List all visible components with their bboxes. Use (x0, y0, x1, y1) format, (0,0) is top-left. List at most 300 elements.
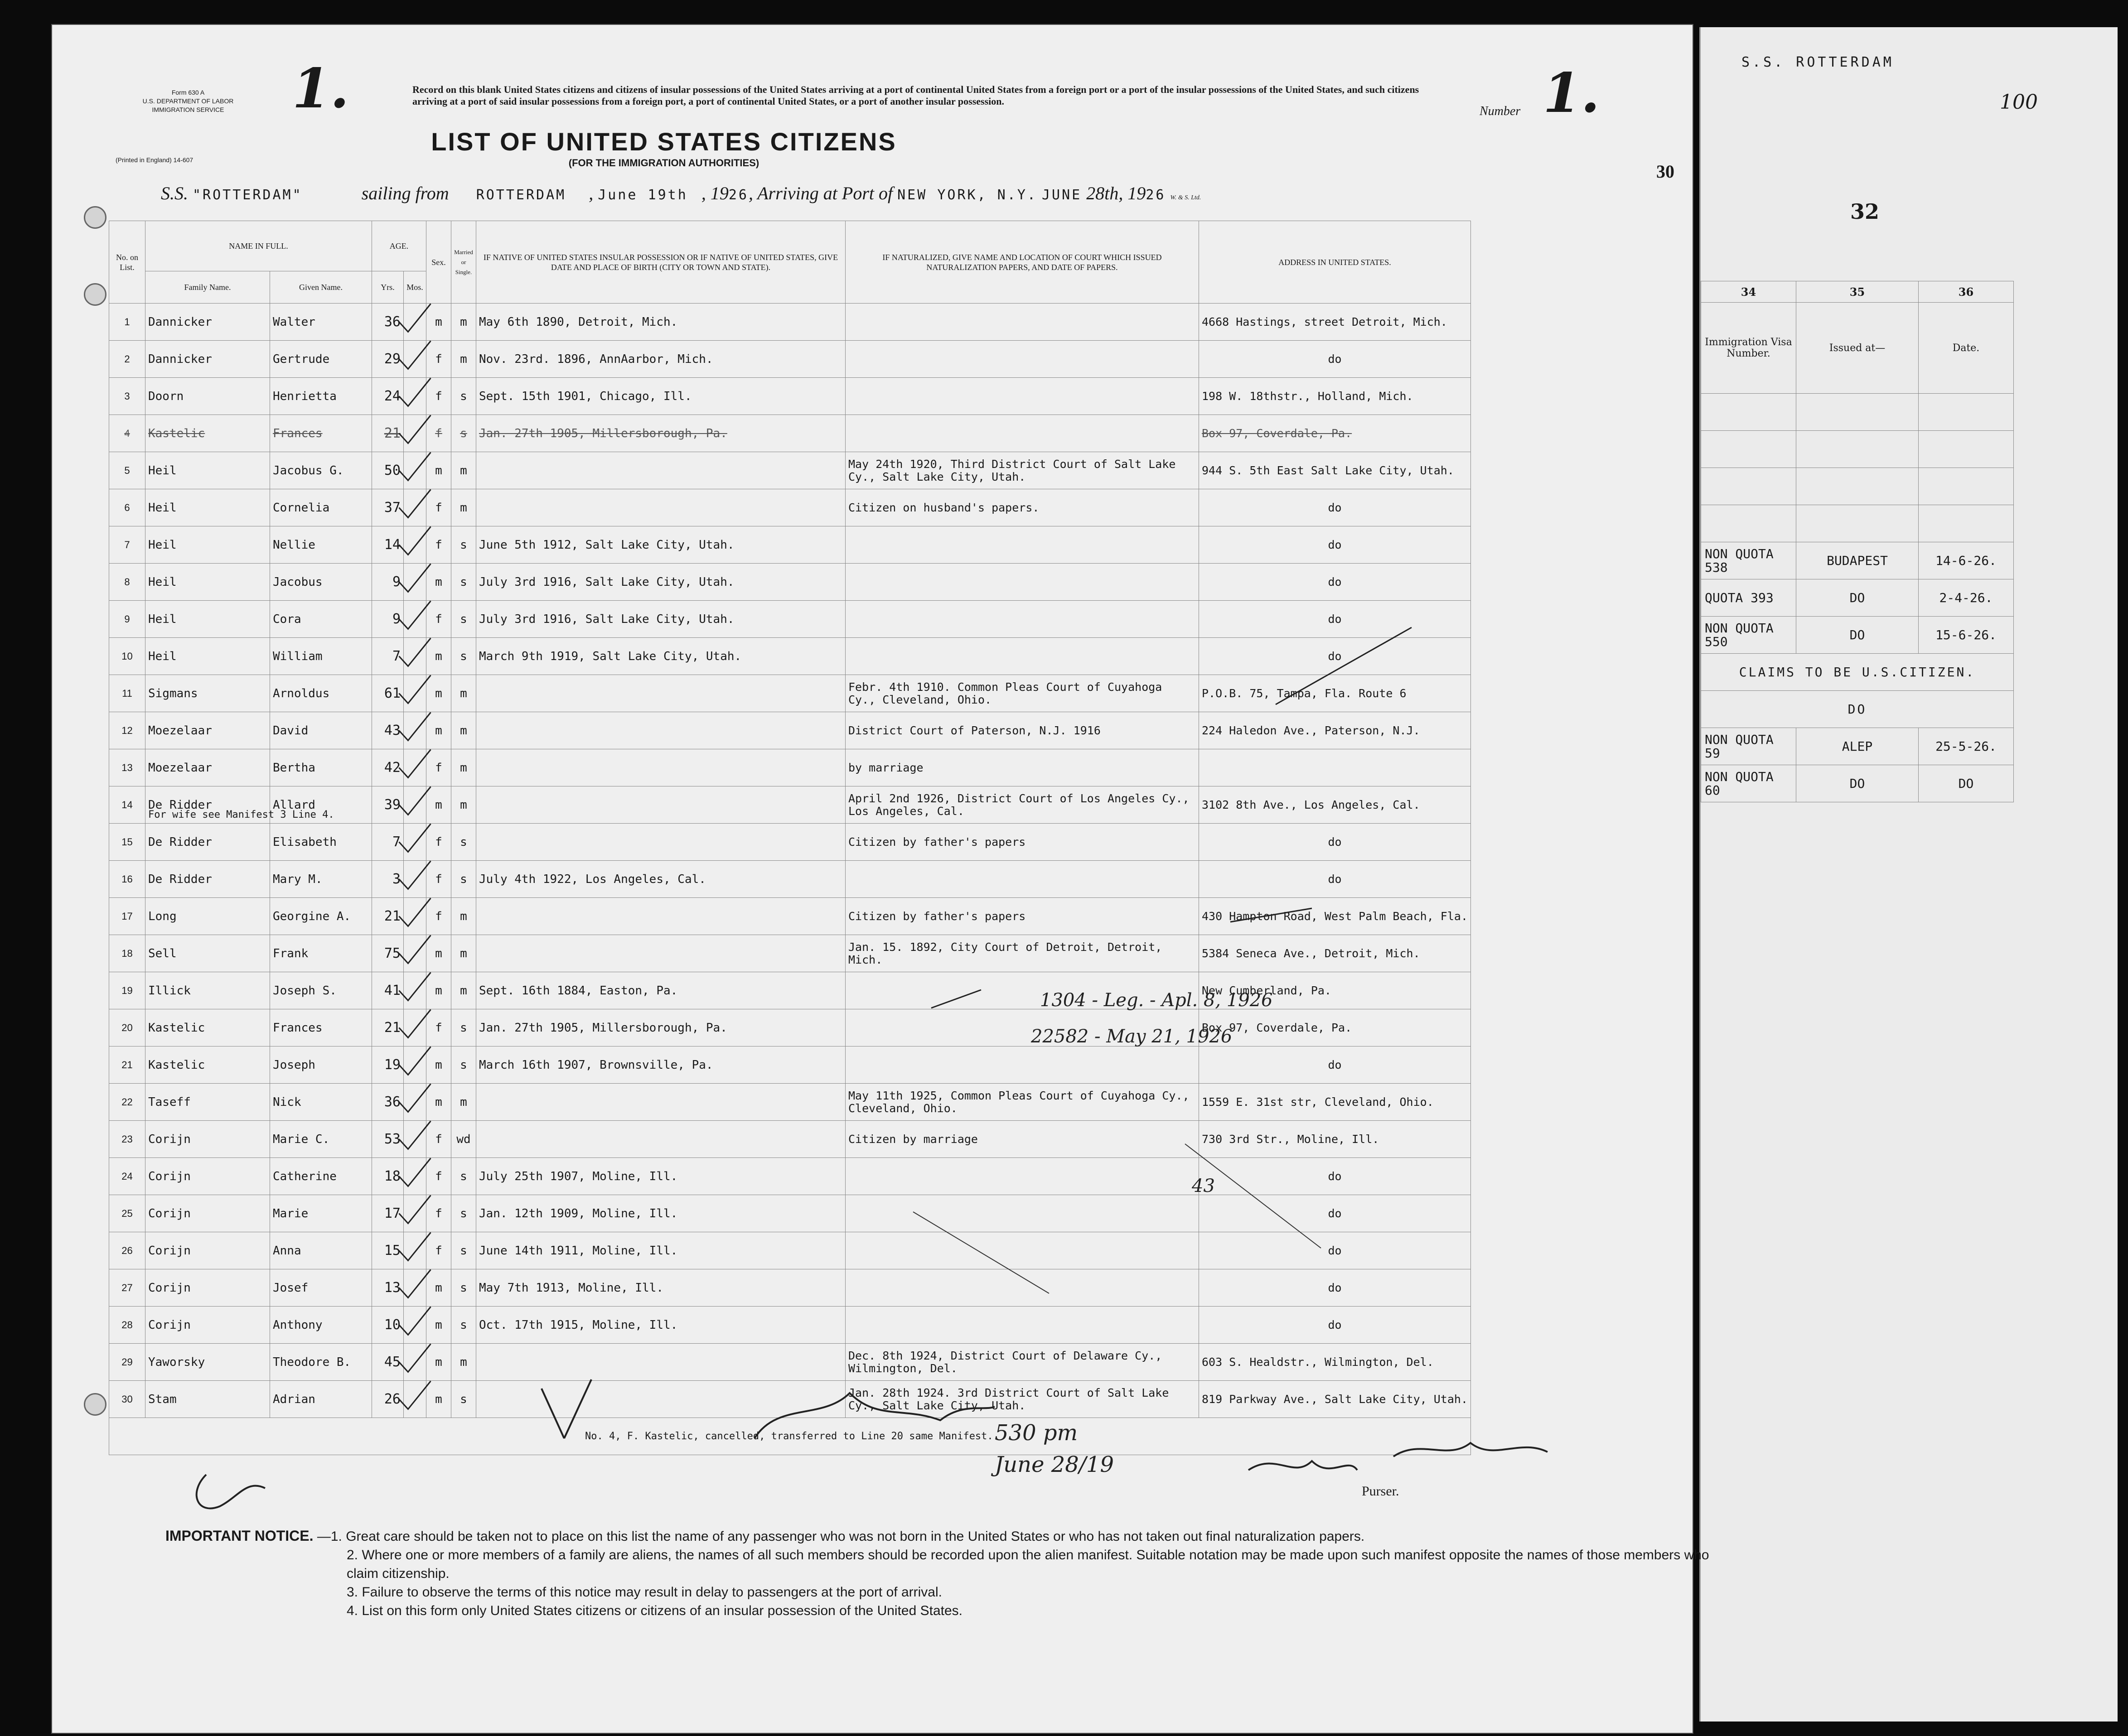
age-years: 14 (372, 526, 404, 564)
sex: f (426, 601, 451, 638)
handwritten-time: 530 pm (995, 1420, 1078, 1446)
family-name: Corijn (145, 1121, 270, 1158)
marital-status: m (451, 452, 476, 489)
check-mark (399, 713, 431, 741)
family-name: Yaworsky (145, 1344, 270, 1381)
col-given-name: Given Name. (270, 271, 372, 304)
arrival-day: 28th (1086, 183, 1119, 203)
col-mos: Mos. (404, 271, 426, 304)
address: 224 Haledon Ave., Paterson, N.J. (1199, 712, 1471, 749)
issue-date (1919, 468, 2014, 505)
marital-status: m (451, 304, 476, 341)
age-years: 21 (372, 898, 404, 935)
naturalization-info: May 24th 1920, Third District Court of Salt Lake Cy., Salt Lake City, Utah. (846, 452, 1199, 489)
given-name: Catherine (270, 1158, 372, 1195)
row-number: 5 (109, 452, 145, 489)
adjoining-sheet (1699, 27, 2118, 1722)
family-name: Sell (145, 935, 270, 972)
visa-number: QUOTA 393 (1701, 579, 1796, 617)
number-value: 1. (1543, 61, 1600, 125)
check-mark (399, 1270, 431, 1298)
age-years: 9 (372, 601, 404, 638)
age-years: 61 (372, 675, 404, 712)
cancellation-note: No. 4, F. Kastelic, cancelled, transferred to Line 20 same Manifest. (109, 1418, 1471, 1455)
given-name: David (270, 712, 372, 749)
issue-date: 15-6-26. (1919, 617, 2014, 654)
given-name: Henrietta (270, 378, 372, 415)
binding-hole (84, 1393, 106, 1416)
marital-status: m (451, 675, 476, 712)
age-years: 26 (372, 1381, 404, 1418)
visa-number (1701, 394, 1796, 431)
family-name: Illick (145, 972, 270, 1009)
address: do (1199, 489, 1471, 526)
given-name: Walter (270, 304, 372, 341)
naturalization-info: May 11th 1925, Common Pleas Court of Cuyahoga Cy., Cleveland, Ohio. (846, 1084, 1199, 1121)
handwriting-strokes (52, 25, 1693, 1733)
naturalization-info: Febr. 4th 1910. Common Pleas Court of Cuyahoga Cy., Cleveland, Ohio. (846, 675, 1199, 712)
address: 198 W. 18thstr., Holland, Mich. (1199, 378, 1471, 415)
check-mark (399, 750, 431, 778)
sex: f (426, 1158, 451, 1195)
row-number: 26 (109, 1232, 145, 1269)
birth-info: May 7th 1913, Moline, Ill. (476, 1269, 846, 1307)
birth-info: March 16th 1907, Brownsville, Pa. (476, 1046, 846, 1084)
sex: m (426, 304, 451, 341)
address: do (1199, 1158, 1471, 1195)
family-name: Heil (145, 489, 270, 526)
sex: m (426, 1046, 451, 1084)
binding-hole (84, 206, 106, 229)
sex: f (426, 1232, 451, 1269)
row-number: 13 (109, 749, 145, 786)
row-number: 11 (109, 675, 145, 712)
naturalization-info: April 2nd 1926, District Court of Los Angeles Cy., Los Angeles, Cal. (846, 786, 1199, 824)
side-page-number: 100 (2000, 91, 2038, 114)
address: New Cumberland, Pa. (1199, 972, 1471, 1009)
check-mark (399, 787, 431, 815)
given-name: Allard (270, 786, 372, 824)
handwritten-mark: 43 (1192, 1176, 1215, 1196)
family-name: Doorn (145, 378, 270, 415)
family-name: Heil (145, 638, 270, 675)
arrival-year-suffix: 26 (1146, 187, 1166, 203)
address: do (1199, 526, 1471, 564)
age-years: 41 (372, 972, 404, 1009)
given-name: Frances (270, 415, 372, 452)
sex: m (426, 675, 451, 712)
age-years: 7 (372, 638, 404, 675)
address: do (1199, 861, 1471, 898)
col-34: 34 (1701, 281, 1796, 303)
row-number: 10 (109, 638, 145, 675)
check-mark (399, 527, 431, 555)
given-name: Nellie (270, 526, 372, 564)
address: do (1199, 824, 1471, 861)
purser-label: Purser. (1362, 1484, 1399, 1499)
address: do (1199, 341, 1471, 378)
given-name: Mary M. (270, 861, 372, 898)
age-years: 50 (372, 452, 404, 489)
age-years: 42 (372, 749, 404, 786)
naturalization-info: by marriage (846, 749, 1199, 786)
check-mark (399, 1084, 431, 1112)
naturalization-info: Citizen by marriage (846, 1121, 1199, 1158)
address: do (1199, 1195, 1471, 1232)
row-number: 19 (109, 972, 145, 1009)
marital-status: m (451, 935, 476, 972)
naturalization-info: Citizen by father's papers (846, 898, 1199, 935)
check-mark (399, 341, 431, 369)
visa-number (1701, 505, 1796, 542)
marital-status: s (451, 1232, 476, 1269)
row-number: 12 (109, 712, 145, 749)
margin-initials (197, 1475, 265, 1509)
row-number: 4 (109, 415, 145, 452)
col-date: Date. (1919, 303, 2014, 394)
col-family-name: Family Name. (145, 271, 270, 304)
row-number: 18 (109, 935, 145, 972)
marital-status: m (451, 898, 476, 935)
visa-number: NON QUOTA 550 (1701, 617, 1796, 654)
sex: f (426, 1009, 451, 1046)
col-age: AGE. (372, 221, 426, 271)
family-name: Corijn (145, 1232, 270, 1269)
sex: f (426, 749, 451, 786)
col-issued-at: Issued at— (1796, 303, 1919, 394)
issue-date (1919, 394, 2014, 431)
issued-at (1796, 431, 1919, 468)
family-name: Kastelic (145, 1046, 270, 1084)
age-years: 21 (372, 415, 404, 452)
row-number: 30 (109, 1381, 145, 1418)
row-number: 1 (109, 304, 145, 341)
row-number: 27 (109, 1269, 145, 1307)
visa-row (1701, 617, 2014, 654)
family-name: Heil (145, 452, 270, 489)
birth-info: July 3rd 1916, Salt Lake City, Utah. (476, 601, 846, 638)
check-mark (399, 1047, 431, 1075)
issue-date (1919, 505, 2014, 542)
row-number: 29 (109, 1344, 145, 1381)
check-mark (399, 675, 431, 704)
given-name: Adrian (270, 1381, 372, 1418)
check-mark (399, 638, 431, 666)
check-mark (399, 824, 431, 852)
col-36: 36 (1919, 281, 2014, 303)
issue-date: DO (1919, 765, 2014, 802)
issue-date: 14-6-26. (1919, 542, 2014, 579)
age-years: 10 (372, 1307, 404, 1344)
birth-info: Jan. 12th 1909, Moline, Ill. (476, 1195, 846, 1232)
given-name: William (270, 638, 372, 675)
naturalization-info: Citizen on husband's papers. (846, 489, 1199, 526)
given-name: Jacobus G. (270, 452, 372, 489)
address: do (1199, 638, 1471, 675)
side-section-number: 32 (1850, 199, 1880, 224)
sex: m (426, 564, 451, 601)
col-name-in-full: NAME IN FULL. (145, 221, 372, 271)
visa-table (1701, 281, 2014, 802)
given-name: Anna (270, 1232, 372, 1269)
arriving-label: Arriving at Port of (757, 183, 893, 203)
given-name: Frances (270, 1009, 372, 1046)
visa-number: NON QUOTA 60 (1701, 765, 1796, 802)
birth-info: July 25th 1907, Moline, Ill. (476, 1158, 846, 1195)
given-name: Gertrude (270, 341, 372, 378)
address: do (1199, 1269, 1471, 1307)
age-years: 39 (372, 786, 404, 824)
marital-status: s (451, 824, 476, 861)
signature-inspector (754, 1393, 995, 1438)
birth-info: Nov. 23rd. 1896, AnnAarbor, Mich. (476, 341, 846, 378)
visa-number: NON QUOTA 538 (1701, 542, 1796, 579)
marital-status: s (451, 861, 476, 898)
family-name-text: De Ridder (148, 798, 212, 812)
address: P.O.B. 75, Tampa, Fla. Route 6 (1199, 675, 1471, 712)
col-address: ADDRESS IN UNITED STATES. (1199, 221, 1471, 304)
sex: m (426, 786, 451, 824)
row-number: 25 (109, 1195, 145, 1232)
issued-at (1796, 394, 1919, 431)
address: 603 S. Healdstr., Wilmington, Del. (1199, 1344, 1471, 1381)
ship-name: "ROTTERDAM" (193, 187, 303, 203)
issue-date: 2-4-26. (1919, 579, 2014, 617)
visa-row (1701, 765, 2014, 802)
marital-status: s (451, 1195, 476, 1232)
marital-status: wd (451, 1121, 476, 1158)
given-name: Theodore B. (270, 1344, 372, 1381)
year-suffix: 26 (728, 187, 749, 203)
family-name: Moezelaar (145, 749, 270, 786)
sex: f (426, 1121, 451, 1158)
given-name: Marie C. (270, 1121, 372, 1158)
family-name: Stam (145, 1381, 270, 1418)
page-title: LIST OF UNITED STATES CITIZENS (431, 127, 897, 156)
family-name: De Ridder (145, 824, 270, 861)
birth-info: March 9th 1919, Salt Lake City, Utah. (476, 638, 846, 675)
sex: m (426, 1269, 451, 1307)
col-native: IF NATIVE OF UNITED STATES INSULAR POSSESSION OR IF NATIVE OF UNITED STATES, GIVE DATE AND PLACE OF BIRTH (CITY OR TOWN AND STATE). (476, 221, 846, 304)
row-number: 28 (109, 1307, 145, 1344)
birth-info: June 14th 1911, Moline, Ill. (476, 1232, 846, 1269)
address: 1559 E. 31st str, Cleveland, Ohio. (1199, 1084, 1471, 1121)
birth-info: July 4th 1922, Los Angeles, Cal. (476, 861, 846, 898)
manifest-sheet (52, 25, 1709, 1733)
sex: m (426, 1307, 451, 1344)
row-number: 22 (109, 1084, 145, 1121)
marital-status: s (451, 526, 476, 564)
sex: m (426, 712, 451, 749)
issued-at: DO (1796, 617, 1919, 654)
family-name: Dannicker (145, 304, 270, 341)
family-name: Dannicker (145, 341, 270, 378)
address: 730 3rd Str., Moline, Ill. (1199, 1121, 1471, 1158)
row-number: 24 (109, 1158, 145, 1195)
age-years: 43 (372, 712, 404, 749)
row-number: 14 (109, 786, 145, 824)
notice-item-4: 4. List on this form only United States citizens or citizens of an insular possession of the United States. (347, 1603, 963, 1618)
visa-row (1701, 654, 2014, 691)
family-name: Corijn (145, 1195, 270, 1232)
sex: f (426, 489, 451, 526)
row-number: 15 (109, 824, 145, 861)
arrival-month: JUNE (1041, 187, 1082, 203)
arrival-port: NEW YORK, N.Y. (897, 187, 1037, 203)
age-years: 3 (372, 861, 404, 898)
issued-at: DO (1796, 765, 1919, 802)
sex: f (426, 415, 451, 452)
sailing-from-label: sailing from (361, 183, 449, 203)
marital-status: s (451, 601, 476, 638)
printed-note: (Printed in England) 14-607 (116, 156, 193, 164)
handwritten-date: June 28/19 (995, 1452, 1114, 1477)
sex: f (426, 378, 451, 415)
age-years: 36 (372, 304, 404, 341)
address: Box 97, Coverdale, Pa. (1199, 415, 1471, 452)
notice-item-1: —1. Great care should be taken not to place on this list the name of any passenger who was not born in the United States or who has not taken out final naturalization papers. (317, 1529, 1365, 1544)
address: 5384 Seneca Ave., Detroit, Mich. (1199, 935, 1471, 972)
check-mark (399, 973, 431, 1001)
sex: f (426, 341, 451, 378)
check-mark (399, 564, 431, 592)
address: do (1199, 601, 1471, 638)
row-number: 16 (109, 861, 145, 898)
age-years: 7 (372, 824, 404, 861)
marital-status: s (451, 378, 476, 415)
sheet-mark: 1. (292, 57, 349, 121)
sailing-line: S.S. "ROTTERDAM" sailing from ROTTERDAM , June 19th , 1926, Arriving at Port of NEW YORK, N.Y. JUNE 28th, 1926 W. & S. Ltd. (161, 183, 1201, 203)
family-name: Heil (145, 564, 270, 601)
marital-status: m (451, 972, 476, 1009)
marital-status: s (451, 1046, 476, 1084)
row-number: 6 (109, 489, 145, 526)
check-mark (399, 898, 431, 926)
col-yrs: Yrs. (372, 271, 404, 304)
col-35: 35 (1796, 281, 1919, 303)
sex: m (426, 935, 451, 972)
check-mark (399, 453, 431, 481)
visa-number (1701, 431, 1796, 468)
notice-item-3: 3. Failure to observe the terms of this notice may result in delay to passengers at the port of arrival. (347, 1585, 942, 1600)
naturalization-info: Jan. 28th 1924. 3rd District Court of Salt Lake Cy., Salt Lake City, Utah. (846, 1381, 1199, 1418)
marital-status: m (451, 786, 476, 824)
naturalization-info: District Court of Paterson, N.J. 1916 (846, 712, 1199, 749)
number-label: Number (1480, 104, 1521, 118)
record-instructions: Record on this blank United States citizens and citizens of insular possessions of the United States arriving at a port of continental United States from a foreign port or a port of the insular possessions of the United States, and such citizens arriving at a port of said insular possessions from a foreign port, a port of continental United States, or a port of another insular possession. (412, 84, 1419, 107)
marital-status: s (451, 415, 476, 452)
citizen-claim: CLAIMS TO BE U.S.CITIZEN. (1701, 654, 2014, 691)
handwritten-line-20: 1304 - Leg. - Apl. 8, 1926 (1040, 990, 1273, 1011)
check-mark (399, 1307, 431, 1335)
citizen-claim: DO (1701, 691, 2014, 728)
address: 4668 Hastings, street Detroit, Mich. (1199, 304, 1471, 341)
check-mark (399, 936, 431, 964)
check-mark (399, 1233, 431, 1261)
age-years: 15 (372, 1232, 404, 1269)
sex: m (426, 1381, 451, 1418)
family-name: Corijn (145, 1269, 270, 1307)
birth-info: July 3rd 1916, Salt Lake City, Utah. (476, 564, 846, 601)
age-years: 18 (372, 1158, 404, 1195)
given-name: Anthony (270, 1307, 372, 1344)
check-mark (399, 1158, 431, 1186)
marital-status: s (451, 638, 476, 675)
family-name: Taseff (145, 1084, 270, 1121)
family-name: Heil (145, 526, 270, 564)
visa-row (1701, 728, 2014, 765)
issue-date (1919, 431, 2014, 468)
given-name: Cornelia (270, 489, 372, 526)
age-years: 75 (372, 935, 404, 972)
age-years: 29 (372, 341, 404, 378)
given-name: Marie (270, 1195, 372, 1232)
marital-status: m (451, 489, 476, 526)
check-mark (399, 304, 431, 332)
age-years: 45 (372, 1344, 404, 1381)
address: 819 Parkway Ave., Salt Lake City, Utah. (1199, 1381, 1471, 1418)
page-number: 30 (1656, 161, 1674, 182)
address: 944 S. 5th East Salt Lake City, Utah. (1199, 452, 1471, 489)
visa-number: NON QUOTA 59 (1701, 728, 1796, 765)
sail-date: June 19th (598, 187, 688, 203)
important-notice (165, 1527, 1715, 1620)
age-years: 21 (372, 1009, 404, 1046)
naturalization-info: Dec. 8th 1924, District Court of Delaware Cy., Wilmington, Del. (846, 1344, 1199, 1381)
row-number: 9 (109, 601, 145, 638)
marital-status: m (451, 712, 476, 749)
issued-at: ALEP (1796, 728, 1919, 765)
side-ship-name: S.S. ROTTERDAM (1741, 54, 1894, 70)
birth-info: Jan. 27th 1905, Millersborough, Pa. (476, 1009, 846, 1046)
ss-label: S.S. (161, 183, 188, 203)
row-note: For wife see Manifest 3 Line 4. (148, 809, 334, 820)
family-name: De Ridder (145, 861, 270, 898)
address: 3102 8th Ave., Los Angeles, Cal. (1199, 786, 1471, 824)
age-years: 37 (372, 489, 404, 526)
naturalization-info: Citizen by father's papers (846, 824, 1199, 861)
service: IMMIGRATION SERVICE (152, 106, 224, 113)
sex: m (426, 638, 451, 675)
address: Box 97, Coverdale, Pa. (1199, 1009, 1471, 1046)
marital-status: s (451, 1269, 476, 1307)
given-name: Elisabeth (270, 824, 372, 861)
sex: f (426, 1195, 451, 1232)
row-number: 17 (109, 898, 145, 935)
address: do (1199, 1232, 1471, 1269)
sex: m (426, 1084, 451, 1121)
family-name: Moezelaar (145, 712, 270, 749)
port-from: ROTTERDAM (476, 187, 566, 203)
check-mark (399, 1381, 431, 1409)
given-name: Georgine A. (270, 898, 372, 935)
marital-status: m (451, 341, 476, 378)
col-no: No. on List. (109, 221, 145, 304)
check-mark (399, 1344, 431, 1372)
birth-info: Sept. 16th 1884, Easton, Pa. (476, 972, 846, 1009)
marital-status: s (451, 1381, 476, 1418)
visa-row (1701, 691, 2014, 728)
row-number: 2 (109, 341, 145, 378)
row-number: 7 (109, 526, 145, 564)
family-name: Kastelic (145, 415, 270, 452)
marital-status: s (451, 1158, 476, 1195)
marital-status: s (451, 1307, 476, 1344)
family-name: Corijn (145, 1307, 270, 1344)
check-mark (399, 1010, 431, 1038)
age-years: 24 (372, 378, 404, 415)
col-visa-number: Immigration Visa Number. (1701, 303, 1796, 394)
